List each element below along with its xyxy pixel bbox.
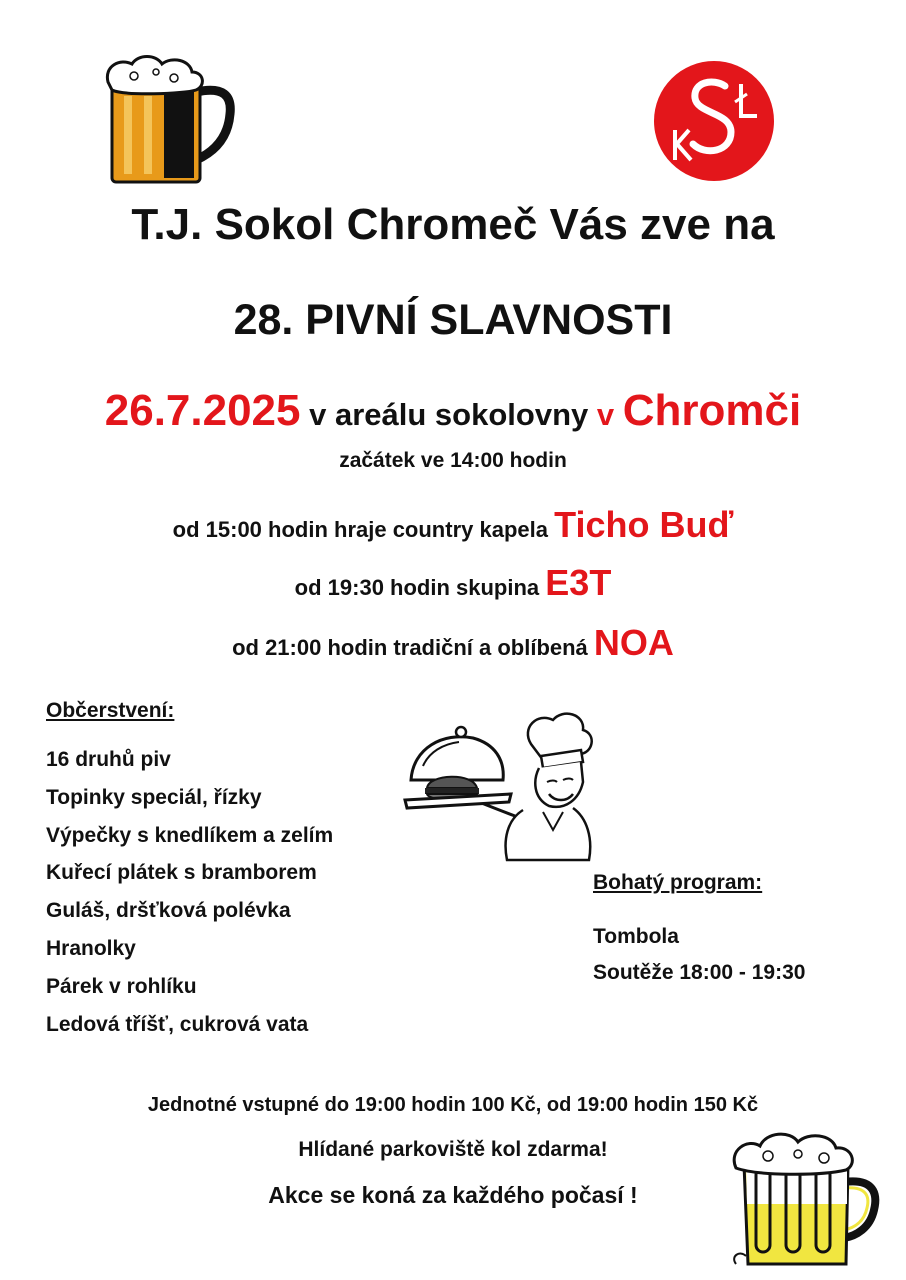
venue-text: v areálu sokolovny	[309, 397, 589, 432]
list-item: Výpečky s knedlíkem a zelím	[46, 823, 334, 847]
band-line-3	[0, 622, 906, 664]
list-item: Hranolky	[46, 936, 136, 960]
band-line-1	[0, 504, 906, 546]
sokol-logo	[653, 60, 775, 182]
event-title: 28. PIVNÍ SLAVNOSTI	[233, 296, 673, 344]
parking-note: Hlídané parkoviště kol zdarma!	[298, 1138, 608, 1161]
list-item: 16 druhů piv	[46, 748, 171, 771]
program-title: Bohatý program:	[593, 871, 763, 894]
band-name: Ticho Buď	[554, 504, 734, 545]
date-line	[0, 386, 906, 436]
band-name: E3T	[545, 562, 612, 603]
chef-illustration-icon	[403, 710, 603, 870]
refreshments-title: Občerstvení:	[46, 699, 175, 722]
weather-note: Akce se koná za každého počasí !	[268, 1182, 638, 1208]
start-time: začátek ve 14:00 hodin	[339, 449, 567, 472]
list-item: Ledová tříšť, cukrová vata	[46, 1012, 309, 1036]
venue-prep: v	[596, 397, 615, 432]
band-line-2	[0, 562, 906, 604]
list-item: Soutěže 18:00 - 19:30	[593, 961, 806, 984]
band-name: NOA	[593, 622, 674, 663]
list-item: Topinky speciál, řízky	[46, 785, 262, 809]
beer-mug-icon	[104, 56, 239, 186]
band-time-text: od 15:00 hodin hraje country kapela	[172, 517, 548, 542]
admission-fee: Jednotné vstupné do 19:00 hodin 100 Kč, od 19:00 hodin 150 Kč	[147, 1094, 759, 1116]
venue-place: Chromči	[622, 386, 802, 435]
beer-glass-icon	[728, 1124, 878, 1274]
invitation-line: T.J. Sokol Chromeč Vás zve na	[131, 200, 775, 249]
program-list	[593, 922, 805, 994]
band-time-text: od 19:30 hodin skupina	[294, 575, 540, 600]
list-item: Guláš, dršťková polévka	[46, 899, 291, 923]
list-item: Kuřecí plátek s bramborem	[46, 861, 317, 885]
list-item: Párek v rohlíku	[46, 974, 197, 998]
event-date: 26.7.2025	[104, 386, 301, 435]
list-item: Tombola	[593, 925, 679, 948]
refreshments-list	[46, 745, 333, 1047]
band-time-text: od 21:00 hodin tradiční a oblíbená	[232, 635, 588, 660]
